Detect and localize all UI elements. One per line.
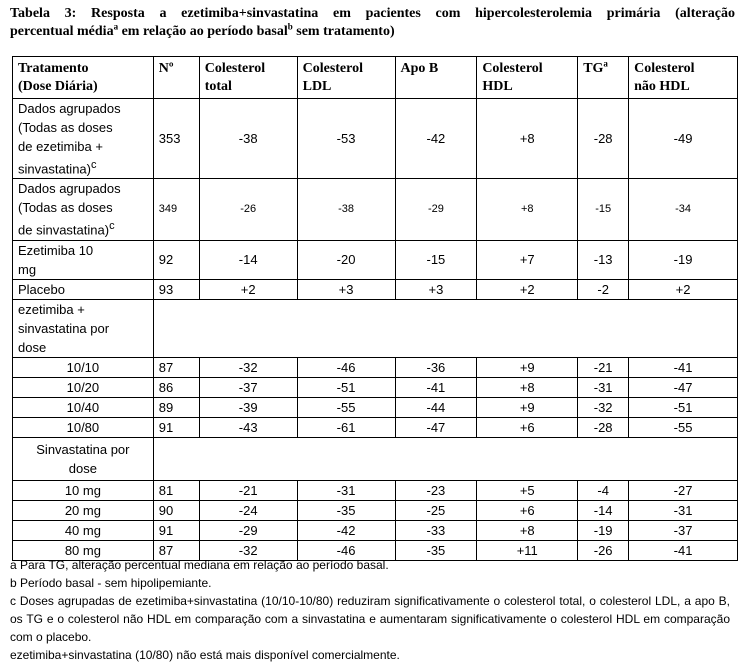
- cell-ldl: -38: [297, 179, 395, 240]
- cell-hdl: +5: [477, 480, 578, 500]
- cell-non-hdl: +2: [629, 279, 738, 299]
- table-row: [13, 520, 738, 540]
- dose-label: 10/40: [13, 397, 154, 417]
- cell-non-hdl: -55: [629, 417, 738, 437]
- cell-non-hdl: -51: [629, 397, 738, 417]
- table-row: [13, 397, 738, 417]
- cell-apo-b: -23: [395, 480, 477, 500]
- cell-ldl: -55: [297, 397, 395, 417]
- cell-n: 353: [153, 99, 199, 179]
- footnote-d: ezetimiba+sinvastatina (10/80) não está mais disponível comercialmente.: [10, 648, 400, 662]
- cell-tg: -4: [578, 480, 629, 500]
- table-row: [13, 357, 738, 377]
- cell-n: 91: [153, 520, 199, 540]
- header-n: Nº: [153, 57, 199, 99]
- cell-non-hdl: -34: [629, 179, 738, 240]
- cell-tg: -21: [578, 357, 629, 377]
- cell-n: 87: [153, 357, 199, 377]
- cell-total: -39: [199, 397, 297, 417]
- cell-n: 87: [153, 540, 199, 560]
- dose-label: 10/10: [13, 357, 154, 377]
- section-header-combo: [13, 299, 738, 357]
- cell-tg: -14: [578, 500, 629, 520]
- caption-superscript-b: b: [287, 21, 293, 32]
- row-label: Dados agrupados (Todas as doses de sinvastatina)$^c$: [13, 179, 154, 240]
- cell-ldl: -31: [297, 480, 395, 500]
- table-row-placebo: [13, 279, 738, 299]
- table-row-pooled-simva: [13, 179, 738, 240]
- cell-hdl: +2: [477, 279, 578, 299]
- cell-n: 90: [153, 500, 199, 520]
- cell-non-hdl: -47: [629, 377, 738, 397]
- table-row-pooled-combo: [13, 99, 738, 179]
- cell-apo-b: +3: [395, 279, 477, 299]
- dose-label: 40 mg: [13, 520, 154, 540]
- section-spacer: [153, 299, 737, 357]
- section-spacer: [153, 437, 737, 480]
- cell-apo-b: -42: [395, 99, 477, 179]
- table-row: [13, 500, 738, 520]
- cell-tg: -28: [578, 99, 629, 179]
- footnotes: [10, 556, 730, 664]
- cell-apo-b: -25: [395, 500, 477, 520]
- cell-apo-b: -35: [395, 540, 477, 560]
- header-hdl: Colesterol HDL: [477, 57, 578, 99]
- cell-total: -21: [199, 480, 297, 500]
- cell-n: 93: [153, 279, 199, 299]
- caption-line-1: Tabela 3: Resposta a ezetimiba+sinvastatina em pacientes com hipercolesterolemia primária (alteração: [10, 6, 735, 21]
- footnote-b: b Período basal - sem hipolipemiante.: [10, 576, 212, 590]
- header-row: [13, 57, 738, 99]
- cell-total: -38: [199, 99, 297, 179]
- table-row-ezetimiba: [13, 240, 738, 279]
- cell-ldl: -46: [297, 357, 395, 377]
- header-total-cholesterol: Colesterol total: [199, 57, 297, 99]
- cell-non-hdl: -37: [629, 520, 738, 540]
- cell-ldl: -51: [297, 377, 395, 397]
- cell-hdl: +8: [477, 179, 578, 240]
- dose-label: 10 mg: [13, 480, 154, 500]
- row-label: Dados agrupados (Todas as doses de ezetimiba + sinvastatina)$^c$: [13, 99, 154, 179]
- dose-label: 10/20: [13, 377, 154, 397]
- cell-total: -32: [199, 540, 297, 560]
- caption-text: percentual média: [10, 24, 114, 39]
- cell-non-hdl: -27: [629, 480, 738, 500]
- cell-ldl: -35: [297, 500, 395, 520]
- caption-line-2: [10, 21, 395, 39]
- cell-total: +2: [199, 279, 297, 299]
- cell-apo-b: -29: [395, 179, 477, 240]
- cell-tg: -28: [578, 417, 629, 437]
- section-label: ezetimiba + sinvastatina por dose: [13, 299, 154, 357]
- cell-tg: -2: [578, 279, 629, 299]
- table-row: [13, 417, 738, 437]
- cell-n: 91: [153, 417, 199, 437]
- cell-ldl: -53: [297, 99, 395, 179]
- cell-tg: -15: [578, 179, 629, 240]
- cell-hdl: +7: [477, 240, 578, 279]
- cell-ldl: -61: [297, 417, 395, 437]
- footnote-a: a Para TG, alteração percentual mediana em relação ao período basal.: [10, 558, 389, 572]
- dose-label: 80 mg: [13, 540, 154, 560]
- table-caption: [10, 5, 735, 41]
- cell-n: 89: [153, 397, 199, 417]
- cell-non-hdl: -49: [629, 99, 738, 179]
- caption-superscript-a: a: [113, 21, 119, 32]
- cell-total: -32: [199, 357, 297, 377]
- cell-apo-b: -41: [395, 377, 477, 397]
- cell-ldl: -46: [297, 540, 395, 560]
- cell-tg: -13: [578, 240, 629, 279]
- header-treatment: Tratamento (Dose Diária): [13, 57, 154, 99]
- cell-apo-b: -33: [395, 520, 477, 540]
- cell-hdl: +11: [477, 540, 578, 560]
- cell-hdl: +8: [477, 520, 578, 540]
- header-non-hdl: Colesterol não HDL: [629, 57, 738, 99]
- cell-n: 349: [153, 179, 199, 240]
- cell-tg: -26: [578, 540, 629, 560]
- cell-tg: -32: [578, 397, 629, 417]
- cell-non-hdl: -41: [629, 357, 738, 377]
- header-ldl: Colesterol LDL: [297, 57, 395, 99]
- cell-apo-b: -47: [395, 417, 477, 437]
- cell-tg: -31: [578, 377, 629, 397]
- section-label: Sinvastatina por dose: [13, 437, 154, 480]
- cell-n: 86: [153, 377, 199, 397]
- caption-text: sem tratamento): [292, 24, 395, 39]
- header-tg: $TG^a$: [578, 57, 629, 99]
- cell-non-hdl: -31: [629, 500, 738, 520]
- row-label: Placebo: [13, 279, 154, 299]
- cell-n: 81: [153, 480, 199, 500]
- cell-hdl: +6: [477, 500, 578, 520]
- cell-total: -29: [199, 520, 297, 540]
- footnote-c: c Doses agrupadas de ezetimiba+sinvastatina (10/10-10/80) reduziram significativamente o colesterol total, o colesterol LDL, a apo B, os TG e o colesterol não HDL em comparação com a sinvastatina e aumentaram significativamente o colesterol HDL em comparação com o placebo.: [10, 594, 730, 644]
- cell-ldl: -42: [297, 520, 395, 540]
- section-header-simva: [13, 437, 738, 480]
- cell-tg: -19: [578, 520, 629, 540]
- cell-total: -26: [199, 179, 297, 240]
- results-table: [12, 56, 738, 561]
- table-row: [13, 480, 738, 500]
- header-apo-b: Apo B: [395, 57, 477, 99]
- cell-hdl: +8: [477, 99, 578, 179]
- row-label: Ezetimiba 10 mg: [13, 240, 154, 279]
- cell-non-hdl: -19: [629, 240, 738, 279]
- caption-text: em relação ao período basal: [118, 24, 288, 39]
- cell-ldl: -20: [297, 240, 395, 279]
- cell-apo-b: -44: [395, 397, 477, 417]
- cell-hdl: +9: [477, 357, 578, 377]
- cell-non-hdl: -41: [629, 540, 738, 560]
- cell-total: -14: [199, 240, 297, 279]
- dose-label: 10/80: [13, 417, 154, 437]
- cell-apo-b: -36: [395, 357, 477, 377]
- cell-hdl: +8: [477, 377, 578, 397]
- cell-total: -24: [199, 500, 297, 520]
- cell-ldl: +3: [297, 279, 395, 299]
- cell-hdl: +9: [477, 397, 578, 417]
- cell-total: -43: [199, 417, 297, 437]
- cell-hdl: +6: [477, 417, 578, 437]
- cell-total: -37: [199, 377, 297, 397]
- table-row: [13, 377, 738, 397]
- dose-label: 20 mg: [13, 500, 154, 520]
- cell-apo-b: -15: [395, 240, 477, 279]
- cell-n: 92: [153, 240, 199, 279]
